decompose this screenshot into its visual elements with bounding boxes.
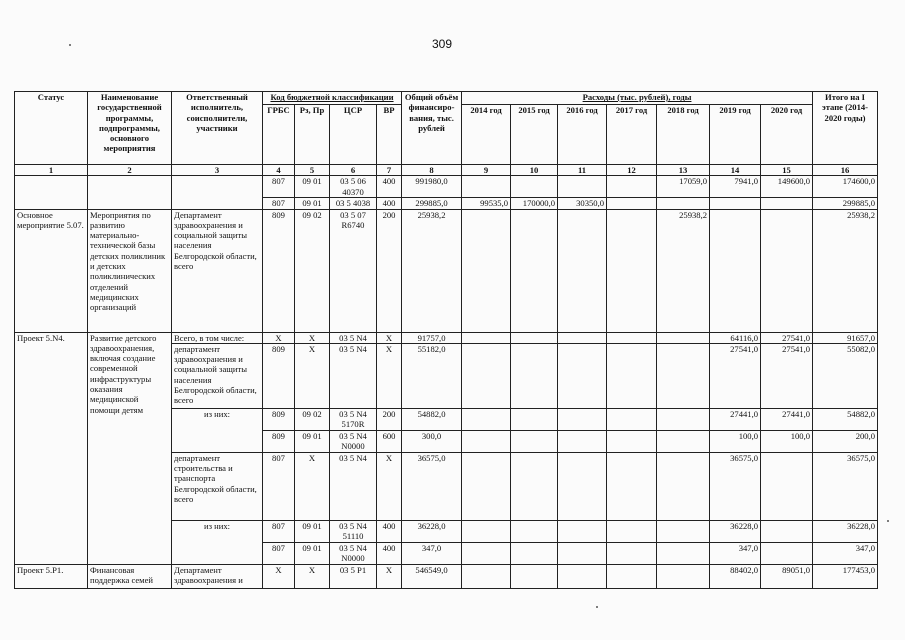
cell-2016: [558, 452, 607, 520]
cell-2014: [462, 408, 511, 430]
column-number: 5: [295, 165, 330, 176]
cell-2015: [511, 408, 558, 430]
cell-2015: [511, 343, 558, 408]
cell-2016: [558, 408, 607, 430]
table-row: [15, 332, 878, 343]
cell-2017: [607, 343, 657, 408]
cell-status: [15, 176, 88, 209]
cell-total: 55182,0: [402, 343, 462, 408]
cell-vr: Х: [377, 343, 402, 408]
cell-vr: Х: [377, 452, 402, 520]
cell-csr: 03 5 N4: [330, 343, 377, 408]
cell-total: 36575,0: [402, 452, 462, 520]
cell-2016: [558, 176, 607, 198]
cell-name: Развитие детского здравоохранения, включая создание современной инфраструктуры оказания медицинской помощи детям: [88, 332, 172, 564]
cell-2018: [657, 343, 710, 408]
cell-vr: 400: [377, 176, 402, 198]
cell-2020: 27541,0: [761, 343, 813, 408]
column-number: 8: [402, 165, 462, 176]
cell-name: [88, 176, 172, 209]
cell-2014: [462, 542, 511, 564]
scan-speck: [596, 606, 598, 608]
cell-grbs: 809: [263, 343, 295, 408]
column-number: 7: [377, 165, 402, 176]
cell-2019: 88402,0: [710, 564, 761, 588]
cell-vr: 600: [377, 430, 402, 452]
cell-2017: [607, 332, 657, 343]
column-number: 9: [462, 165, 511, 176]
header-rz: Рз, Пр: [295, 105, 330, 165]
cell-2014: [462, 520, 511, 542]
cell-rz: 09 01: [295, 198, 330, 209]
cell-2014: [462, 343, 511, 408]
cell-2019: 27541,0: [710, 343, 761, 408]
header-grbs: ГРБС: [263, 105, 295, 165]
column-number: 12: [607, 165, 657, 176]
table-row: [15, 564, 878, 588]
cell-2016: [558, 430, 607, 452]
cell-2015: [511, 564, 558, 588]
cell-grbs: 809: [263, 430, 295, 452]
cell-2020: 149600,0: [761, 176, 813, 198]
cell-vr: 400: [377, 198, 402, 209]
cell-executor: Департамент здравоохранения и социальной защиты населения Белгородской области, всего: [172, 209, 263, 332]
cell-2017: [607, 452, 657, 520]
cell-2017: [607, 430, 657, 452]
cell-total: 91757,0: [402, 332, 462, 343]
cell-2017: [607, 198, 657, 209]
cell-2019: 64116,0: [710, 332, 761, 343]
cell-vr: 200: [377, 408, 402, 430]
cell-2018: [657, 542, 710, 564]
cell-2019: [710, 198, 761, 209]
cell-csr: 03 5 4038: [330, 198, 377, 209]
cell-vr: 400: [377, 542, 402, 564]
cell-csr: 03 5 06 40370: [330, 176, 377, 198]
cell-rz: 09 02: [295, 209, 330, 332]
budget-table-container: [14, 91, 877, 589]
table-row: [15, 209, 878, 332]
cell-2016: [558, 332, 607, 343]
cell-2016: [558, 542, 607, 564]
cell-2015: [511, 332, 558, 343]
cell-2018: 17059,0: [657, 176, 710, 198]
cell-2017: [607, 176, 657, 198]
cell-status: Основное мероприятие 5.07.: [15, 209, 88, 332]
header-total-volume: Общий объём финансиро-вания, тыс. рублей: [402, 92, 462, 165]
cell-rz: 09 01: [295, 542, 330, 564]
cell-2014: [462, 430, 511, 452]
cell-2014: 99535,0: [462, 198, 511, 209]
cell-grbs: 809: [263, 209, 295, 332]
column-number: 1: [15, 165, 88, 176]
cell-grbs: Х: [263, 564, 295, 588]
cell-sum: 174600,0: [813, 176, 878, 198]
cell-csr: 03 5 N4 51110: [330, 520, 377, 542]
cell-total: 299885,0: [402, 198, 462, 209]
header-name: Наименование государственной программы, подпрограммы, основного мероприятия: [88, 92, 172, 165]
cell-2015: [511, 452, 558, 520]
cell-csr: 03 5 N4 N0000: [330, 430, 377, 452]
cell-total: 36228,0: [402, 520, 462, 542]
cell-2020: [761, 520, 813, 542]
header-csr: ЦСР: [330, 105, 377, 165]
cell-executor: департамент строительства и транспорта Белгородской области, всего: [172, 452, 263, 520]
cell-csr: 03 5 P1: [330, 564, 377, 588]
cell-rz: 09 01: [295, 430, 330, 452]
header-2018: 2018 год: [657, 105, 710, 165]
header-2016: 2016 год: [558, 105, 607, 165]
cell-2015: 170000,0: [511, 198, 558, 209]
cell-csr: 03 5 N4: [330, 452, 377, 520]
cell-total: 54882,0: [402, 408, 462, 430]
cell-2020: [761, 452, 813, 520]
cell-2015: [511, 176, 558, 198]
column-number: 3: [172, 165, 263, 176]
header-executor: Ответственный исполнитель, соисполнители, участники: [172, 92, 263, 165]
cell-rz: 09 01: [295, 520, 330, 542]
cell-2017: [607, 542, 657, 564]
cell-2014: [462, 209, 511, 332]
header-total-stage: Итого на I этапе (2014-2020 годы): [813, 92, 878, 165]
cell-rz: Х: [295, 332, 330, 343]
column-number: 15: [761, 165, 813, 176]
cell-total: 25938,2: [402, 209, 462, 332]
column-number: 6: [330, 165, 377, 176]
cell-sum: 177453,0: [813, 564, 878, 588]
column-number: 14: [710, 165, 761, 176]
cell-2018: [657, 430, 710, 452]
cell-2019: 36228,0: [710, 520, 761, 542]
cell-2018: [657, 332, 710, 343]
column-number: 2: [88, 165, 172, 176]
cell-2015: [511, 430, 558, 452]
cell-status: Проект 5.N4.: [15, 332, 88, 564]
cell-2019: 36575,0: [710, 452, 761, 520]
cell-2020: [761, 209, 813, 332]
column-number: 16: [813, 165, 878, 176]
cell-sum: 25938,2: [813, 209, 878, 332]
cell-total: 546549,0: [402, 564, 462, 588]
header-budget-code: Код бюджетной классификации: [263, 92, 402, 105]
cell-2019: 347,0: [710, 542, 761, 564]
cell-csr: 03 5 N4 5170R: [330, 408, 377, 430]
cell-2020: [761, 542, 813, 564]
cell-csr: 03 5 N4 N0000: [330, 542, 377, 564]
cell-total: 991980,0: [402, 176, 462, 198]
cell-grbs: 809: [263, 408, 295, 430]
cell-sum: 347,0: [813, 542, 878, 564]
cell-2019: [710, 209, 761, 332]
cell-sum: 299885,0: [813, 198, 878, 209]
cell-grbs: 807: [263, 176, 295, 198]
cell-2017: [607, 209, 657, 332]
cell-vr: 200: [377, 209, 402, 332]
cell-2015: [511, 542, 558, 564]
cell-name: Мероприятия по развитию материально-технической базы детских поликлиник и детских поликлинических отделений медицинских организаций: [88, 209, 172, 332]
column-number: 13: [657, 165, 710, 176]
cell-executor: [172, 176, 263, 209]
cell-grbs: 807: [263, 198, 295, 209]
cell-sum: 36228,0: [813, 520, 878, 542]
cell-2016: [558, 343, 607, 408]
cell-2018: [657, 520, 710, 542]
cell-2020: 89051,0: [761, 564, 813, 588]
cell-2017: [607, 520, 657, 542]
cell-sum: 91657,0: [813, 332, 878, 343]
cell-csr: 03 5 07 R6740: [330, 209, 377, 332]
cell-rz: Х: [295, 343, 330, 408]
cell-total: 347,0: [402, 542, 462, 564]
cell-2020: 27541,0: [761, 332, 813, 343]
cell-2020: 100,0: [761, 430, 813, 452]
cell-sum: 200,0: [813, 430, 878, 452]
header-expenses: Расходы (тыс. рублей), годы: [462, 92, 813, 105]
cell-sum: 55082,0: [813, 343, 878, 408]
column-number: 4: [263, 165, 295, 176]
table-row: [15, 176, 878, 198]
header-2020: 2020 год: [761, 105, 813, 165]
cell-sum: 54882,0: [813, 408, 878, 430]
header-status: Статус: [15, 92, 88, 165]
cell-rz: Х: [295, 452, 330, 520]
cell-2018: [657, 408, 710, 430]
cell-executor: из них:: [172, 520, 263, 564]
column-number: 11: [558, 165, 607, 176]
cell-2019: 27441,0: [710, 408, 761, 430]
header-2015: 2015 год: [511, 105, 558, 165]
header-2017: 2017 год: [607, 105, 657, 165]
cell-2017: [607, 408, 657, 430]
cell-grbs: 807: [263, 452, 295, 520]
scan-speck: [69, 44, 71, 46]
header-2019: 2019 год: [710, 105, 761, 165]
cell-2016: [558, 564, 607, 588]
page-number: 309: [432, 37, 453, 51]
cell-rz: 09 02: [295, 408, 330, 430]
cell-sum: 36575,0: [813, 452, 878, 520]
cell-rz: Х: [295, 564, 330, 588]
cell-2016: [558, 209, 607, 332]
scan-speck: [887, 520, 889, 522]
cell-2015: [511, 520, 558, 542]
cell-2016: [558, 520, 607, 542]
cell-2018: [657, 452, 710, 520]
column-number-row: [15, 165, 878, 176]
cell-2014: [462, 332, 511, 343]
cell-executor: из них:: [172, 408, 263, 452]
header-vr: ВР: [377, 105, 402, 165]
cell-2014: [462, 452, 511, 520]
cell-vr: Х: [377, 332, 402, 343]
cell-2014: [462, 564, 511, 588]
cell-executor: Всего, в том числе:: [172, 332, 263, 343]
cell-rz: 09 01: [295, 176, 330, 198]
column-number: 10: [511, 165, 558, 176]
cell-2018: 25938,2: [657, 209, 710, 332]
cell-2017: [607, 564, 657, 588]
cell-grbs: 807: [263, 542, 295, 564]
cell-2018: [657, 564, 710, 588]
cell-status: Проект 5.P1.: [15, 564, 88, 588]
cell-csr: 03 5 N4: [330, 332, 377, 343]
header-2014: 2014 год: [462, 105, 511, 165]
cell-2016: 30350,0: [558, 198, 607, 209]
cell-vr: 400: [377, 520, 402, 542]
cell-2019: 100,0: [710, 430, 761, 452]
cell-2014: [462, 176, 511, 198]
cell-2015: [511, 209, 558, 332]
budget-table: [14, 91, 878, 589]
cell-2020: [761, 198, 813, 209]
cell-2018: [657, 198, 710, 209]
cell-name: Финансовая поддержка семей: [88, 564, 172, 588]
cell-grbs: Х: [263, 332, 295, 343]
cell-executor: Департамент здравоохранения и: [172, 564, 263, 588]
cell-2019: 7941,0: [710, 176, 761, 198]
cell-vr: Х: [377, 564, 402, 588]
cell-executor: департамент здравоохранения и социальной защиты населения Белгородской области, всего: [172, 343, 263, 408]
cell-total: 300,0: [402, 430, 462, 452]
cell-2020: 27441,0: [761, 408, 813, 430]
cell-grbs: 807: [263, 520, 295, 542]
